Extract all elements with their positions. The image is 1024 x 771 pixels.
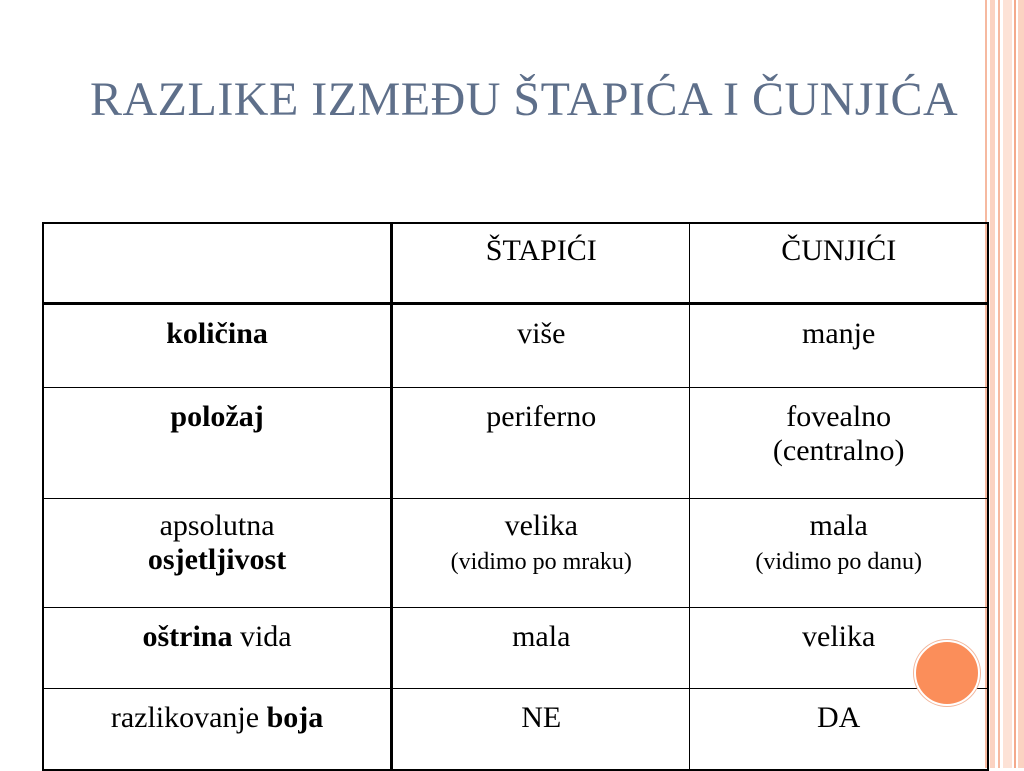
cones-value-line2: (centralno) <box>772 434 905 467</box>
row-label-plain: apsolutna <box>159 509 275 542</box>
rods-value <box>392 499 690 608</box>
header-empty-cell <box>43 223 392 304</box>
decorative-stripe <box>1003 0 1012 768</box>
decorative-stripe <box>998 0 1000 768</box>
header-cones: ČUNJIĆI <box>690 223 988 304</box>
cones-value <box>690 388 988 499</box>
cones-value <box>690 499 988 608</box>
rods-value: više <box>392 304 690 388</box>
row-label-plain: razlikovanje <box>110 701 267 734</box>
table-row <box>43 304 988 388</box>
header-rods: ŠTAPIĆI <box>392 223 690 304</box>
row-label-bold: boja <box>266 701 324 734</box>
row-label-bold: količina <box>166 317 268 350</box>
row-label-bold: oštrina <box>142 620 233 653</box>
table-row <box>43 689 988 771</box>
row-label-position <box>43 388 392 499</box>
cones-value-line1: fovealno <box>786 400 892 433</box>
row-label-bold: osjetljivost <box>147 543 287 576</box>
slide-title: RAZLIKE IZMEĐU ŠTAPIĆA I ČUNJIĆA <box>90 73 959 126</box>
rods-value-main: velika <box>504 509 578 542</box>
cones-value: velika <box>690 608 988 689</box>
table-row <box>43 499 988 608</box>
decorative-stripe <box>990 0 995 768</box>
cones-value-note: (vidimo po danu) <box>755 549 923 575</box>
cones-value-main: mala <box>809 509 868 542</box>
table-row <box>43 388 988 499</box>
comparison-table <box>42 222 989 771</box>
row-label-bold: položaj <box>170 400 264 433</box>
cones-value: manje <box>690 304 988 388</box>
rods-value: periferno <box>392 388 690 499</box>
row-label-acuity <box>43 608 392 689</box>
row-label-plain: vida <box>232 620 292 653</box>
cones-value: DA <box>690 689 988 771</box>
decorative-circle <box>914 640 980 706</box>
decorative-stripe <box>1014 0 1016 768</box>
row-label-quantity <box>43 304 392 388</box>
table-row <box>43 608 988 689</box>
decorative-stripe <box>1018 0 1024 768</box>
table-header-row <box>43 223 988 304</box>
row-label-color-discrimination <box>43 689 392 771</box>
row-label-sensitivity <box>43 499 392 608</box>
rods-value: mala <box>392 608 690 689</box>
rods-value-note: (vidimo po mraku) <box>450 549 632 575</box>
rods-value: NE <box>392 689 690 771</box>
